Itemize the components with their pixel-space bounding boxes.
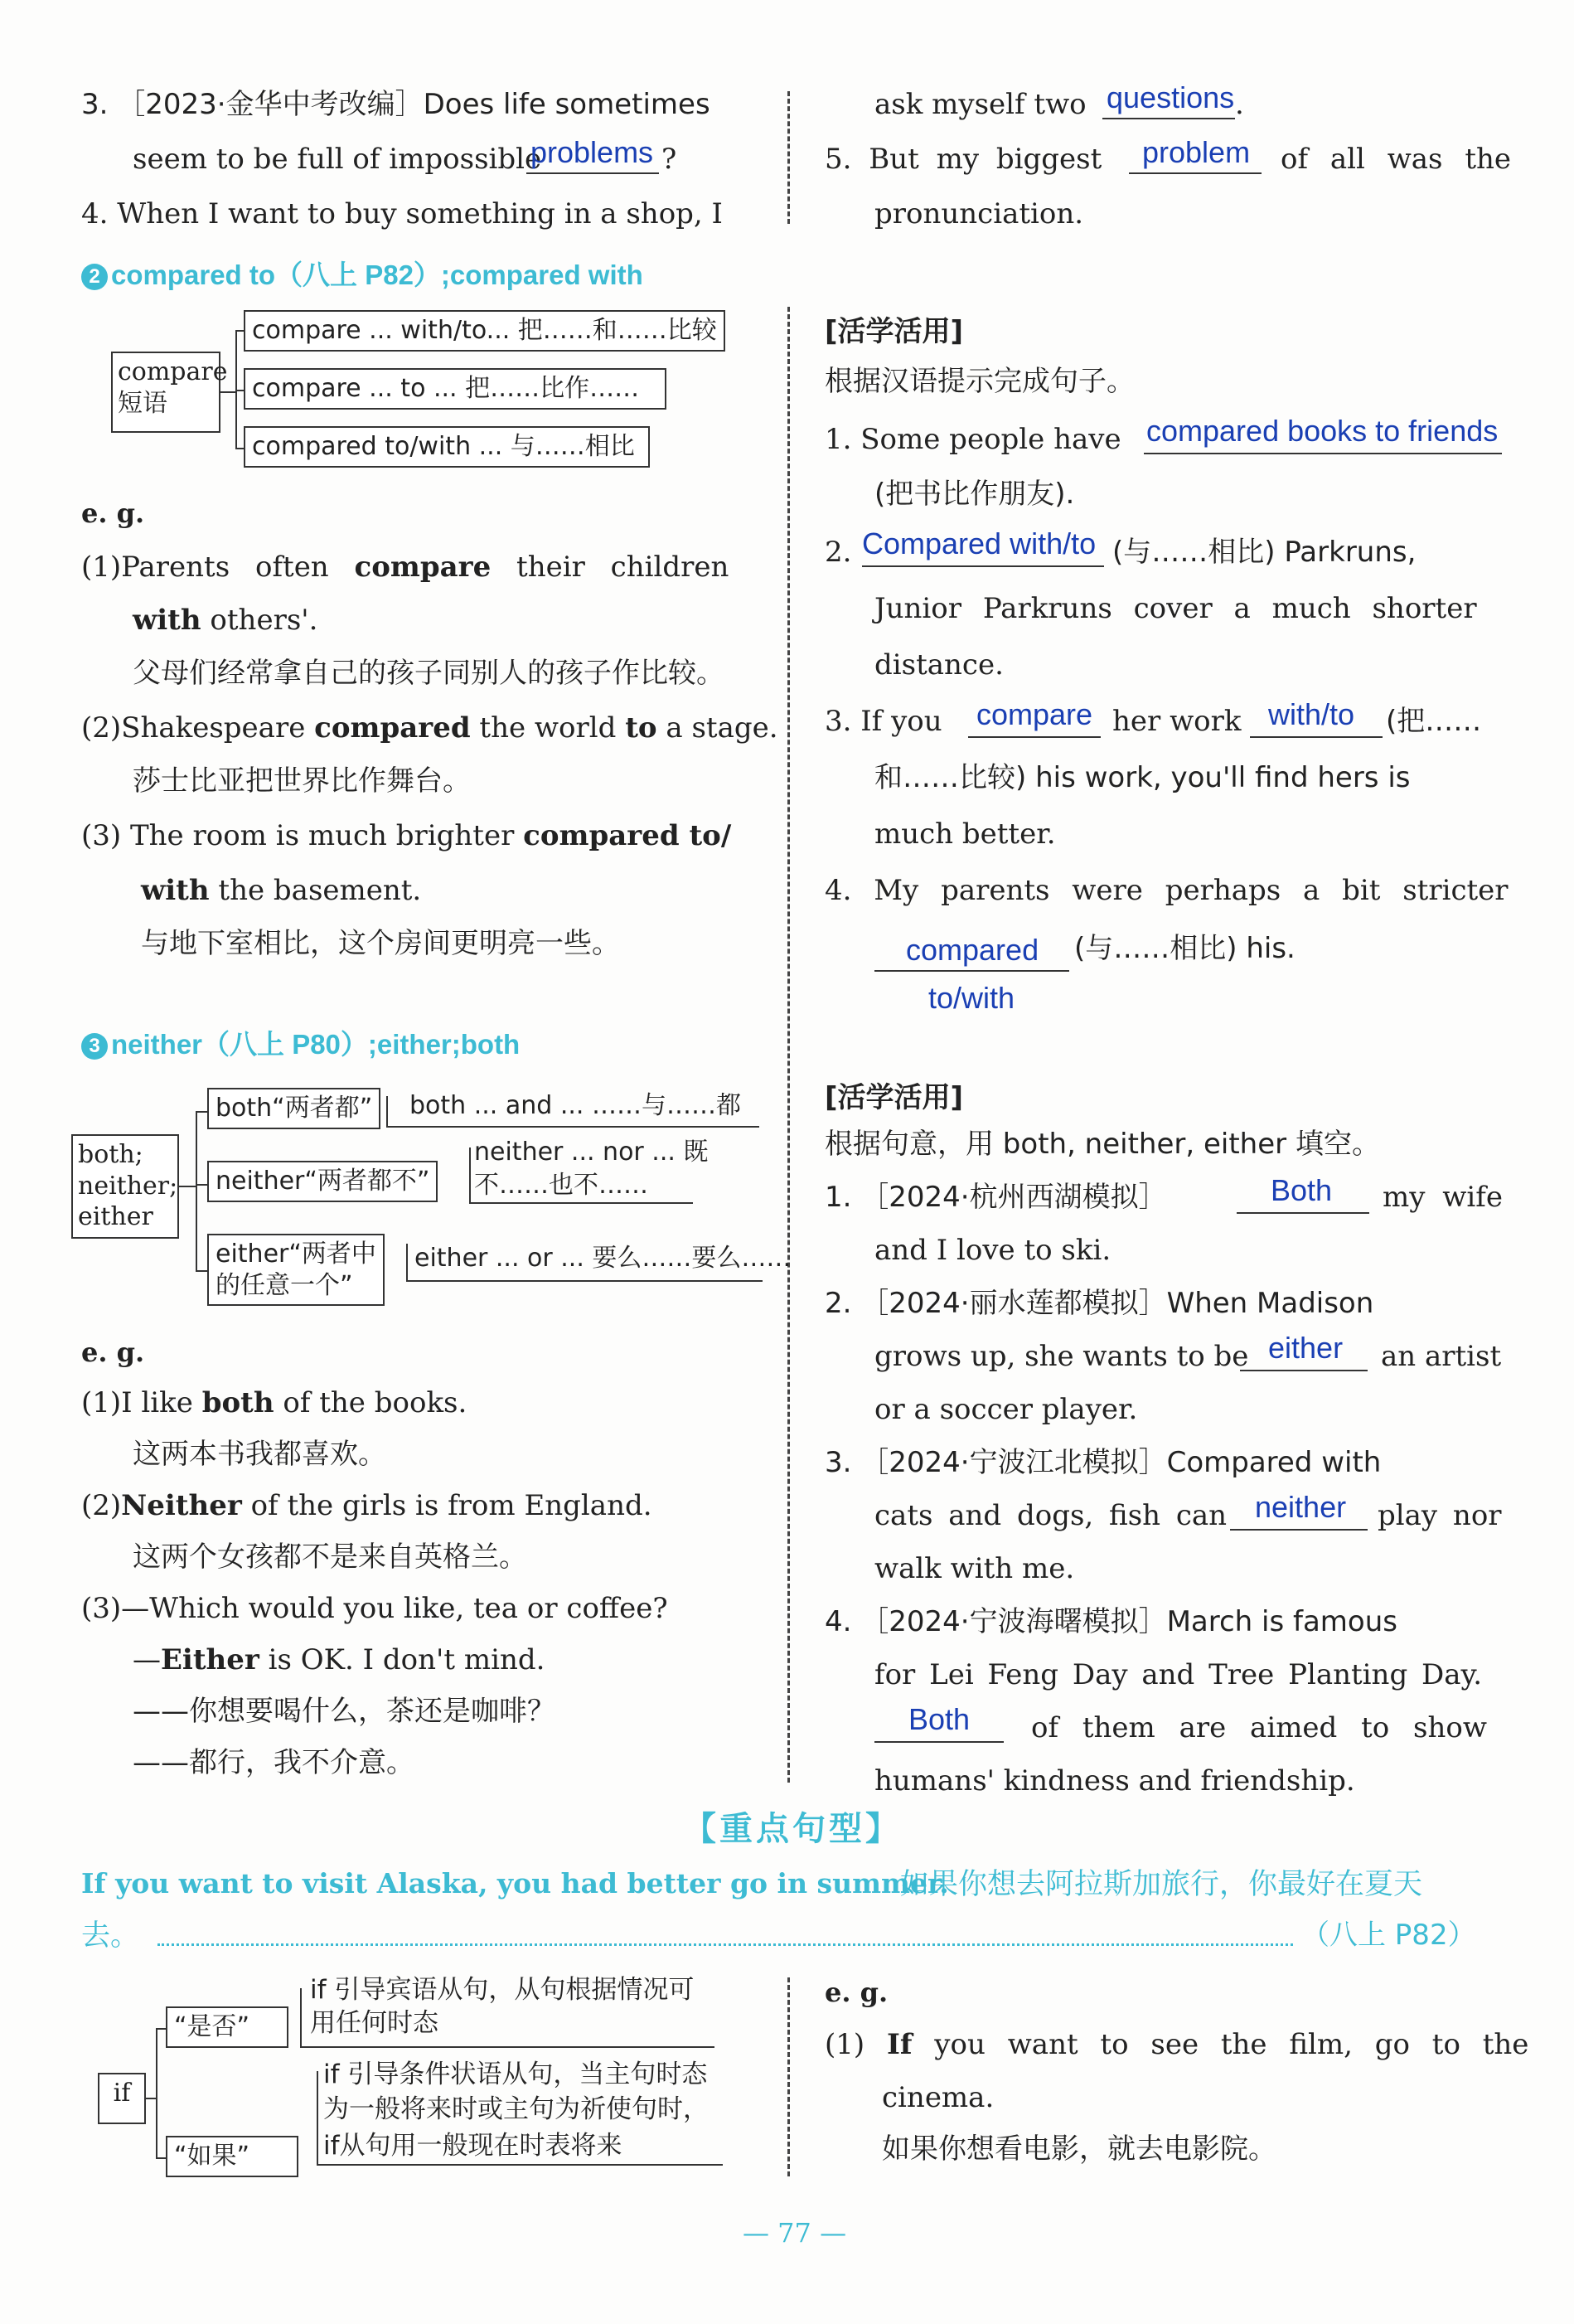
both-leaf-connector (386, 1096, 388, 1126)
p2-q3-line2-pre: cats and dogs, fish can (874, 1499, 1228, 1532)
p2-q3-line2-post: play nor (1378, 1499, 1502, 1532)
p1-q2-answer: Compared with/to (862, 526, 1097, 560)
p1-q2-line3: distance. (874, 648, 1004, 682)
neither-leaf-underline (469, 1202, 693, 1204)
p1-q3-line3: much better. (874, 818, 1056, 851)
root-line2: 短语 (118, 388, 167, 418)
p1-q2-answer-line (862, 565, 1104, 567)
tree3-branch-1 (196, 1111, 207, 1113)
p1-q4-line1: 4. My parents were perhaps a bit stricter (825, 874, 1509, 907)
whether-leaf-1: if 引导宾语从句，从句根据情况可 (310, 1975, 695, 2005)
p2-q4-pre: 4. ［2024·宁波海曙模拟］March is famous (825, 1605, 1397, 1638)
s3-ex2-cn: 这两个女孩都不是来自英格兰。 (133, 1540, 527, 1574)
kp-ex1-line1: (1) If you want to see the film, go to the (825, 2028, 1529, 2061)
if-root-box: if (98, 2073, 146, 2124)
right-q4-end: . (1235, 88, 1244, 121)
tree3-branch-2 (196, 1184, 207, 1186)
p1-q3-pre: 3. If you (825, 705, 942, 738)
s3-ex2: (2)Neither of the girls is from England. (81, 1489, 652, 1522)
s3-ex3-cn2: ——都行，我不介意。 (133, 1746, 414, 1779)
p1-q2-num: 2. (825, 536, 852, 569)
p2-q4-answer: Both (908, 1702, 971, 1736)
p2-q1-answer: Both (1271, 1173, 1333, 1207)
if-cond-leaf-1: if 引导条件状语从句，当主句时态 (323, 2060, 708, 2089)
q3-answer: problems (530, 135, 654, 169)
p2-q3-line3: walk with me. (874, 1552, 1075, 1585)
q3-end: ? (661, 143, 677, 176)
key-pattern-title: 【重点句型】 (683, 1810, 902, 1848)
p1-q1-answer-line (1144, 453, 1502, 454)
s3-ex1-cn: 这两本书我都喜欢。 (133, 1438, 386, 1471)
both-box: both“两者都” (207, 1088, 380, 1129)
practice2-instruction: 根据句意，用 both, neither, either 填空。 (825, 1128, 1380, 1161)
compare-branch-2: compare ... to ... 把……比作…… (244, 368, 666, 410)
eg-label-kp: e. g. (825, 1977, 889, 2008)
p2-q2-answer-line (1240, 1370, 1368, 1371)
either-leaf-connector (406, 1244, 408, 1280)
p2-q1-pre: 1. ［2024·杭州西湖模拟］ (825, 1181, 1167, 1214)
key-pattern-source: （八上 P82） (1301, 1919, 1476, 1952)
if-branch-2 (156, 2157, 166, 2159)
q3-answer-line (526, 172, 659, 174)
p1-q3-answer2-line (1250, 736, 1383, 738)
q5-answer-line (1129, 172, 1262, 174)
s2-ex2: (2)Shakespeare compared the world to a stage. (81, 711, 778, 745)
whether-leaf-2: 用任何时态 (310, 2008, 438, 2038)
p2-q4-line3-post: of them are aimed to show (1031, 1711, 1487, 1744)
compare-branch-3: compared to/with ... 与……相比 (244, 426, 650, 468)
column-divider-bottom (787, 1977, 790, 2176)
s2-ex3-cn: 与地下室相比，这个房间更明亮一些。 (141, 927, 620, 960)
key-pattern-sentence-cn: 如果你想去阿拉斯加旅行，你最好在夏天 (900, 1868, 1423, 1901)
p1-q3-answer1-line (968, 736, 1101, 738)
kp-ex1-line2: cinema. (882, 2081, 995, 2114)
p2-q4-answer-line (874, 1741, 1004, 1743)
tree3-trunk (196, 1111, 197, 1270)
neither-leaf-2: 不……也不…… (474, 1171, 648, 1200)
right-q4-answer-line (1102, 118, 1235, 119)
p2-q2-answer: either (1268, 1331, 1344, 1365)
q4-line: 4. When I want to buy something in a shop, I (81, 197, 723, 230)
root3-line3: either (78, 1202, 153, 1231)
q3-line2: seem to be full of impossible (133, 143, 542, 176)
if-cond-leaf-connector (317, 2071, 318, 2164)
section3-heading (81, 1023, 520, 1062)
p1-q4-post: (与……相比) his. (1074, 932, 1296, 965)
whether-leaf-underline (300, 2046, 714, 2048)
p2-q4-line2: for Lei Feng Day and Tree Planting Day. (874, 1658, 1483, 1691)
if-connector (146, 2098, 156, 2099)
p2-q2-line2-post: an artist (1381, 1340, 1502, 1373)
section2-title: compared to（八上 P82）;compared with (111, 260, 643, 290)
both-root-box (71, 1134, 179, 1239)
eg-label-2: e. g. (81, 497, 145, 529)
neither-leaf-connector (469, 1147, 471, 1202)
compare-branch-1: compare ... with/to... 把……和……比较 (244, 310, 725, 352)
p1-q4-answer1: compared (906, 933, 1039, 967)
either-leaf-underline (406, 1280, 763, 1282)
s2-ex3-line1: (3) The room is much brighter compared to/ (81, 819, 732, 852)
tree3-connector (179, 1186, 196, 1187)
section2-heading (81, 254, 643, 293)
q5-post: of all was the (1281, 143, 1511, 176)
s2-ex1-line1: (1)Parents often compare their children (81, 551, 729, 584)
section3-title: neither（八上 P80）;either;both (111, 1029, 521, 1060)
p1-q4-answer2: to/with (928, 981, 1015, 1015)
key-pattern-dots (157, 1943, 1293, 1946)
tree-branch-2 (235, 390, 244, 391)
p1-q3-mid: her work (1112, 705, 1242, 738)
tree-branch-1 (235, 330, 244, 332)
if-trunk (156, 2028, 157, 2157)
p1-q3-post: (把…… (1386, 705, 1482, 738)
s3-ex3-cn1: ——你想要喝什么，茶还是咖啡？ (133, 1695, 555, 1728)
p1-q1-pre: 1. Some people have (825, 423, 1121, 456)
right-q4-answer: questions (1107, 80, 1235, 114)
if-cond-leaf-3: if从句用一般现在时表将来 (323, 2131, 622, 2161)
p1-q2-line2: Junior Parkruns cover a much shorter (874, 592, 1477, 625)
p1-q2-post: (与……相比) Parkruns, (1112, 536, 1417, 569)
right-q4-cont: ask myself two (874, 88, 1087, 121)
p2-q3-pre: 3. ［2024·宁波江北模拟］Compared with (825, 1446, 1382, 1479)
s2-ex2-cn: 莎士比亚把世界比作舞台。 (133, 764, 471, 798)
p1-q3-line2: 和……比较) his work, you'll find hers is (874, 761, 1411, 794)
p1-q4-answer-line (874, 970, 1069, 972)
column-divider-top (787, 91, 790, 224)
either-box-line2: 的任意一个” (216, 1270, 353, 1300)
either-box-line1: either“两者中 (216, 1240, 376, 1269)
tree-trunk (235, 330, 237, 448)
compare-root-box (111, 352, 228, 433)
tree-connector (220, 391, 235, 393)
tree3-branch-3 (196, 1270, 207, 1272)
whether-leaf-connector (300, 1988, 302, 2046)
column-divider-mid (787, 307, 790, 1783)
if-cond-box: “如果” (166, 2136, 298, 2177)
q5-line2: pronunciation. (874, 197, 1084, 230)
tree-branch-3 (235, 448, 244, 449)
practice1-header: [活学活用] (825, 315, 964, 348)
p2-q1-line2: and I love to ski. (874, 1234, 1111, 1267)
section3-number: 3 (81, 1033, 108, 1060)
s2-ex1-cn: 父母们经常拿自己的孩子同别人的孩子作比较。 (133, 657, 724, 690)
both-leaf: both ... and ... ……与……都 (409, 1091, 741, 1120)
s3-ex1: (1)I like both of the books. (81, 1386, 467, 1419)
either-box (207, 1234, 385, 1306)
p2-q1-answer-line (1237, 1212, 1369, 1214)
p2-q2-line3: or a soccer player. (874, 1393, 1138, 1426)
key-pattern-sentence-en: If you want to visit Alaska, you had better go in summer. (81, 1867, 949, 1899)
eg-label-3: e. g. (81, 1337, 145, 1368)
page-number: — 77 — (743, 2217, 847, 2249)
root-line1: compare (118, 357, 228, 386)
s2-ex3-line2: with the basement. (141, 874, 422, 907)
root3-line1: both; (78, 1140, 143, 1169)
p1-q1-cn: (把书比作朋友). (874, 478, 1075, 511)
p2-q1-post: my wife (1383, 1181, 1503, 1214)
q5-pre: 5. But my biggest (825, 143, 1102, 176)
key-pattern-sentence-cn2: 去。 (81, 1919, 140, 1953)
p2-q4-line4: humans' kindness and friendship. (874, 1764, 1355, 1798)
p2-q3-answer: neither (1255, 1490, 1347, 1524)
if-cond-leaf-2: 为一般将来时或主句为祈使句时， (323, 2094, 709, 2124)
s3-ex3-line1: (3)—Which would you like, tea or coffee? (81, 1592, 668, 1625)
p1-q3-answer2: with/to (1268, 697, 1355, 731)
either-leaf: either ... or ... 要么……要么…… (414, 1244, 792, 1273)
neither-box: neither“两者都不” (207, 1161, 438, 1202)
practice2-header: [活学活用] (825, 1081, 964, 1114)
p1-q1-answer: compared books to friends (1146, 414, 1499, 448)
p2-q2-pre: 2. ［2024·丽水莲都模拟］When Madison (825, 1287, 1374, 1320)
p2-q2-line2-pre: grows up, she wants to be (874, 1340, 1249, 1373)
both-leaf-underline (386, 1126, 759, 1128)
q3-line1: 3. ［2023·金华中考改编］Does life sometimes (81, 88, 710, 121)
if-cond-leaf-underline (317, 2164, 723, 2166)
kp-ex1-cn: 如果你想看电影，就去电影院。 (882, 2132, 1276, 2166)
whether-box: “是否” (166, 2006, 288, 2048)
root3-line2: neither; (78, 1171, 178, 1201)
s3-ex3-line2: —Either is OK. I don't mind. (133, 1643, 545, 1676)
p2-q3-answer-line (1230, 1529, 1368, 1531)
s2-ex1-line2: with others'. (133, 604, 318, 637)
q5-answer: problem (1142, 135, 1251, 169)
neither-leaf-1: neither ... nor ... 既 (474, 1138, 709, 1167)
p1-q3-answer1: compare (976, 697, 1093, 731)
if-branch-1 (156, 2028, 166, 2030)
practice1-instruction: 根据汉语提示完成句子。 (825, 365, 1135, 398)
section2-number: 2 (81, 264, 108, 290)
